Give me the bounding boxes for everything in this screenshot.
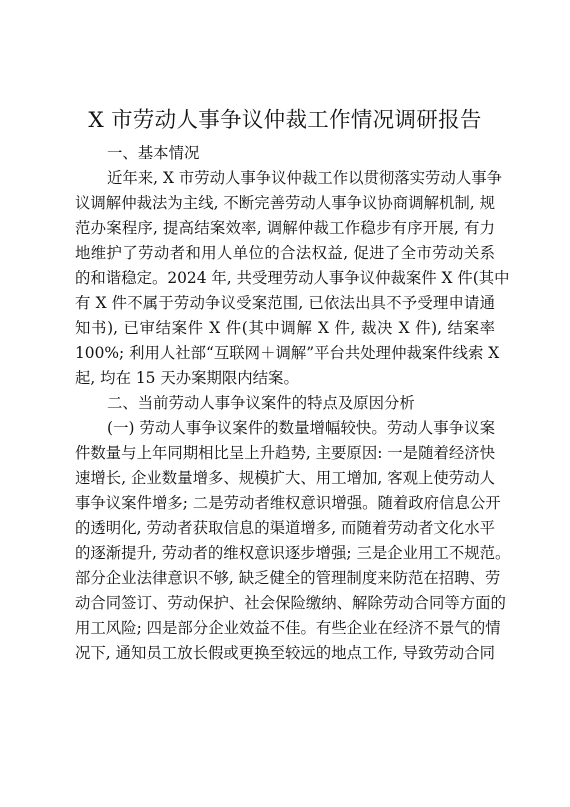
paragraph-line: 的透明化, 劳动者获取信息的渠道增多, 而随着劳动者文化水平	[75, 519, 495, 537]
document-title: X 市劳动人事争议仲裁工作情况调研报告	[88, 108, 482, 133]
paragraph-line: 知书), 已审结案件 X 件(其中调解 X 件, 裁决 X 件), 结案率	[75, 319, 495, 337]
paragraph-line: 议调解仲裁法为主线, 不断完善劳动人事争议协商调解机制, 规	[75, 194, 495, 212]
paragraph-line: 有 X 件不属于劳动争议受案范围, 已依法出具不予受理申请通	[75, 294, 495, 312]
paragraph-line: (一) 劳动人事争议案件的数量增幅较快。劳动人事争议案	[107, 419, 495, 437]
paragraph-line: 事争议案件增多; 二是劳动者维权意识增强。随着政府信息公开	[75, 494, 501, 512]
paragraph-line: 用工风险; 四是部分企业效益不佳。有些企业在经济不景气的情	[75, 619, 501, 637]
paragraph-line: 范办案程序, 提高结案效率, 调解仲裁工作稳步有序开展, 有力	[75, 219, 495, 237]
section-heading-basic: 一、基本情况	[107, 144, 200, 162]
paragraph-line: 的逐渐提升, 劳动者的维权意识逐步增强; 三是企业用工不规范。	[75, 544, 511, 562]
paragraph-line: 况下, 通知员工放长假或更换至较远的地点工作, 导致劳动合同	[75, 644, 495, 662]
paragraph-line: 部分企业法律意识不够, 缺乏健全的管理制度来防范在招聘、劳	[75, 569, 501, 587]
section-heading-analysis: 二、当前劳动人事争议案件的特点及原因分析	[107, 394, 415, 412]
paragraph-line: 地维护了劳动者和用人单位的合法权益, 促进了全市劳动关系	[75, 244, 495, 262]
paragraph-line: 的和谐稳定。2024 年, 共受理劳动人事争议仲裁案件 X 件(其中	[75, 269, 510, 287]
paragraph-line: 件数量与上年同期相比呈上升趋势, 主要原因: 一是随着经济快	[75, 444, 496, 462]
paragraph-line: 起, 均在 15 天办案期限内结案。	[75, 369, 299, 387]
paragraph-line: 100%; 利用人社部“互联网＋调解”平台共处理仲裁案件线索 X	[75, 344, 500, 362]
paragraph-line: 动合同签订、劳动保护、社会保险缴纳、解除劳动合同等方面的	[75, 594, 506, 612]
paragraph-line: 近年来, X 市劳动人事争议仲裁工作以贯彻落实劳动人事争	[107, 169, 503, 187]
paragraph-line: 速增长, 企业数量增多、规模扩大、用工增加, 客观上使劳动人	[75, 469, 495, 487]
